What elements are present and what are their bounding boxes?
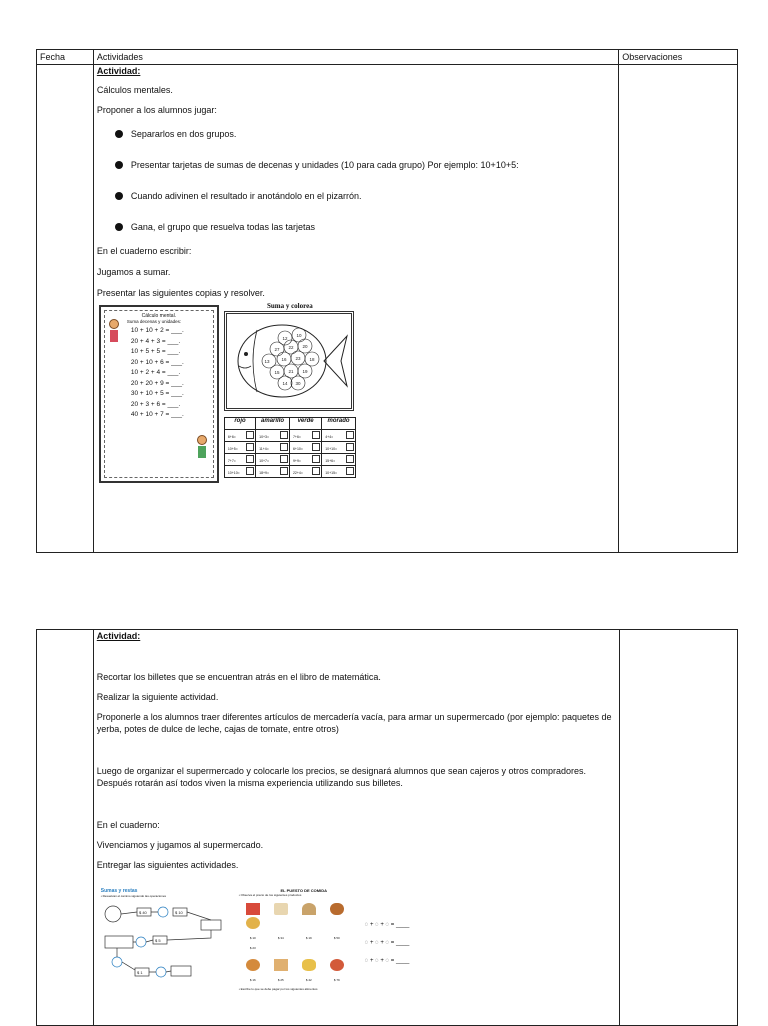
sheet-title: Suma y colorea [266, 302, 313, 310]
color-cell: 10+7= [256, 454, 290, 466]
activity-paragraph: Entregar las siguientes actividades. [96, 860, 239, 870]
sheet-subtitle: • Observa el precio de los siguientes productos [238, 893, 302, 897]
activities-cell [93, 65, 618, 553]
fish-number: 22 [288, 345, 294, 350]
color-cell: 7+7= [224, 454, 255, 466]
fish-number: 15 [274, 370, 280, 375]
bill-label: $ 5 [154, 938, 161, 943]
color-cell: 11+4= [256, 442, 290, 454]
bill-label: $ 1 [136, 970, 143, 975]
activity-paragraph: En el cuaderno: [96, 820, 160, 830]
activity-paragraph: Luego de organizar el supermercado y colocarle los precios, se designará alumnos que sean cajeros y otros compradores. Después rotarán así todos viven la misma experiencia utilizando sus billetes. [96, 766, 587, 788]
color-header: verde [289, 418, 321, 430]
sum-item: 10 + 5 + 5 = ___. [130, 348, 181, 355]
activity-row-1 [37, 65, 738, 553]
food-sandwich-icon [274, 959, 288, 971]
fish-number: 16 [281, 357, 287, 362]
sum-item: 20 + 4 + 3 = ___. [130, 337, 181, 345]
fish-coloring-sheet [224, 302, 356, 478]
sum-item: 40 + 10 + 7 = ___. [130, 411, 184, 418]
price-label: $ 50 [333, 936, 340, 940]
color-cell: 6+6= [224, 430, 255, 442]
child-illustration [109, 319, 119, 343]
color-cell: 18+9= [256, 466, 290, 478]
food-popcorn-icon [274, 903, 288, 915]
sheet-subtitle: • Escribe lo que se debe pagar por los siguientes alimentos [238, 987, 318, 991]
equation-row: ◌ + ◌ + ◌ = ____ [364, 940, 410, 946]
sheet-subtitle: • Resuelvan el camino siguiendo las operaciones [100, 894, 167, 898]
observations-cell [619, 65, 738, 553]
price-label: $ 10 [249, 936, 256, 940]
color-cell: 10+3= [256, 430, 290, 442]
color-cell: 7+6= [289, 430, 321, 442]
food-drink-icon [246, 903, 260, 915]
sum-item: 20 + 3 + 6 = ___. [130, 400, 181, 408]
price-label: $ 79 [333, 978, 340, 982]
sum-item: 10 + 10 + 2 = ___. [130, 327, 184, 334]
bullet-item: Cuando adivinen el resultado ir anotándolo en el pizarrón. [115, 190, 615, 202]
activities-cell [93, 630, 619, 1026]
fish-number: 21 [288, 369, 294, 374]
header-activities: Actividades [93, 50, 618, 65]
child-illustration [197, 435, 207, 459]
color-cell: 4+4= [322, 430, 356, 442]
sums-list [131, 326, 213, 421]
fish-number: 13 [264, 359, 270, 364]
price-label: $ 25 [277, 978, 284, 982]
worksheet-image-1 [97, 302, 615, 485]
fish-number: 10 [296, 333, 302, 338]
color-header: amarillo [256, 418, 290, 430]
date-cell [37, 65, 94, 553]
color-cell: 9+9= [289, 454, 321, 466]
fish-number: 18 [309, 357, 315, 362]
fish-number: 30 [295, 381, 301, 386]
activity-line: Presentar las siguientes copias y resolver. [96, 288, 265, 298]
bullet-item: Gana, el grupo que resuelva todas las tarjetas [115, 221, 615, 233]
activity-paragraph: Recortar los billetes que se encuentran atrás en el libro de matemática. [96, 672, 381, 682]
bill-label: $ 10 [174, 910, 183, 915]
price-label: $ 23 [249, 946, 256, 950]
activity-row-2 [37, 630, 738, 1026]
sum-item: 20 + 20 + 9 = ___. [130, 379, 184, 387]
food-equations [365, 916, 475, 970]
bill-label: $ 40 [138, 910, 147, 915]
bullet-list [97, 128, 615, 233]
activity-line: Proponer a los alumnos jugar: [96, 105, 217, 115]
food-taco-icon [302, 959, 316, 971]
color-cell: 10+15= [322, 466, 356, 478]
color-header: morado [322, 418, 356, 430]
sum-item: 10 + 2 + 4 = ___. [130, 369, 181, 376]
fish-frame [224, 311, 354, 411]
activity-title: Actividad: [96, 66, 141, 76]
color-cell: 10+10= [224, 466, 255, 478]
food-burger-icon [246, 917, 260, 929]
fish-number: 12 [282, 336, 288, 341]
activity-paragraph: Vivenciamos y jugamos al supermercado. [96, 840, 264, 850]
color-cell: 15+6= [322, 454, 356, 466]
bills-path-drawing [101, 898, 231, 988]
fish-number: 19 [302, 369, 308, 374]
price-label: $ 16 [249, 978, 256, 982]
color-header: rojo [224, 418, 255, 430]
color-cell: 6+10= [289, 442, 321, 454]
price-label: $ 34 [277, 936, 284, 940]
mental-math-card [99, 305, 219, 483]
fish-number: 27 [274, 347, 280, 352]
food-stand-sheet [239, 888, 369, 991]
header-date: Fecha [37, 50, 94, 65]
equation-row: ◌ + ◌ + ◌ = ____ [364, 922, 410, 928]
color-cell: 10+10= [322, 442, 356, 454]
food-pizza-icon [330, 959, 344, 971]
food-bowl-icon [302, 903, 316, 915]
sum-item: 20 + 10 + 6 = ___. [130, 358, 184, 366]
fish-number: 14 [282, 381, 288, 386]
activity-title: Actividad: [96, 631, 141, 641]
bullet-item: Separarlos en dos grupos. [115, 128, 615, 140]
sheet-title: Sumas y restas [100, 888, 138, 894]
activity-paragraph: Realizar la siguiente actividad. [96, 692, 219, 702]
color-cell: 22+4= [289, 466, 321, 478]
observations-cell [619, 630, 737, 1026]
price-label: $ 42 [305, 978, 312, 982]
bills-path-sheet [101, 888, 231, 990]
header-row [37, 50, 738, 65]
color-cell: 10+5= [224, 442, 255, 454]
activity-line: Cálculos mentales. [96, 85, 173, 95]
fish-number: 23 [295, 356, 301, 361]
fish-drawing [227, 314, 351, 408]
worksheet-image-2 [97, 888, 616, 1008]
sheet-title: EL PUESTO DE COMIDA [280, 888, 328, 893]
fish-number: 20 [302, 344, 308, 349]
equation-row: ◌ + ◌ + ◌ = ____ [364, 958, 410, 964]
card-heading: Cálculo mental. [141, 313, 177, 319]
header-observations: Observaciones [619, 50, 738, 65]
activity-line: Jugamos a sumar. [96, 267, 171, 277]
price-label: $ 19 [305, 936, 312, 940]
date-cell [37, 630, 94, 1026]
food-donut-icon [246, 959, 260, 971]
bullet-item: Presentar tarjetas de sumas de decenas y unidades (10 para cada grupo) Por ejemplo: 10+10+5: [115, 159, 615, 171]
card-subheading: Suma decenas y unidades: [126, 319, 182, 324]
lesson-table-1 [36, 49, 738, 553]
activity-line: En el cuaderno escribir: [96, 246, 192, 256]
activity-paragraph: Proponerle a los alumnos traer diferentes artículos de mercadería vacía, para armar un supermercado (por ejemplo: paquetes de yerba, potes de dulce de leche, cajas de tomate, entre otros) [96, 712, 612, 734]
food-hotdog-icon [330, 903, 344, 915]
lesson-table-2 [36, 629, 738, 1026]
color-key-table [224, 417, 356, 478]
sum-item: 30 + 10 + 5 = ___. [130, 390, 184, 397]
